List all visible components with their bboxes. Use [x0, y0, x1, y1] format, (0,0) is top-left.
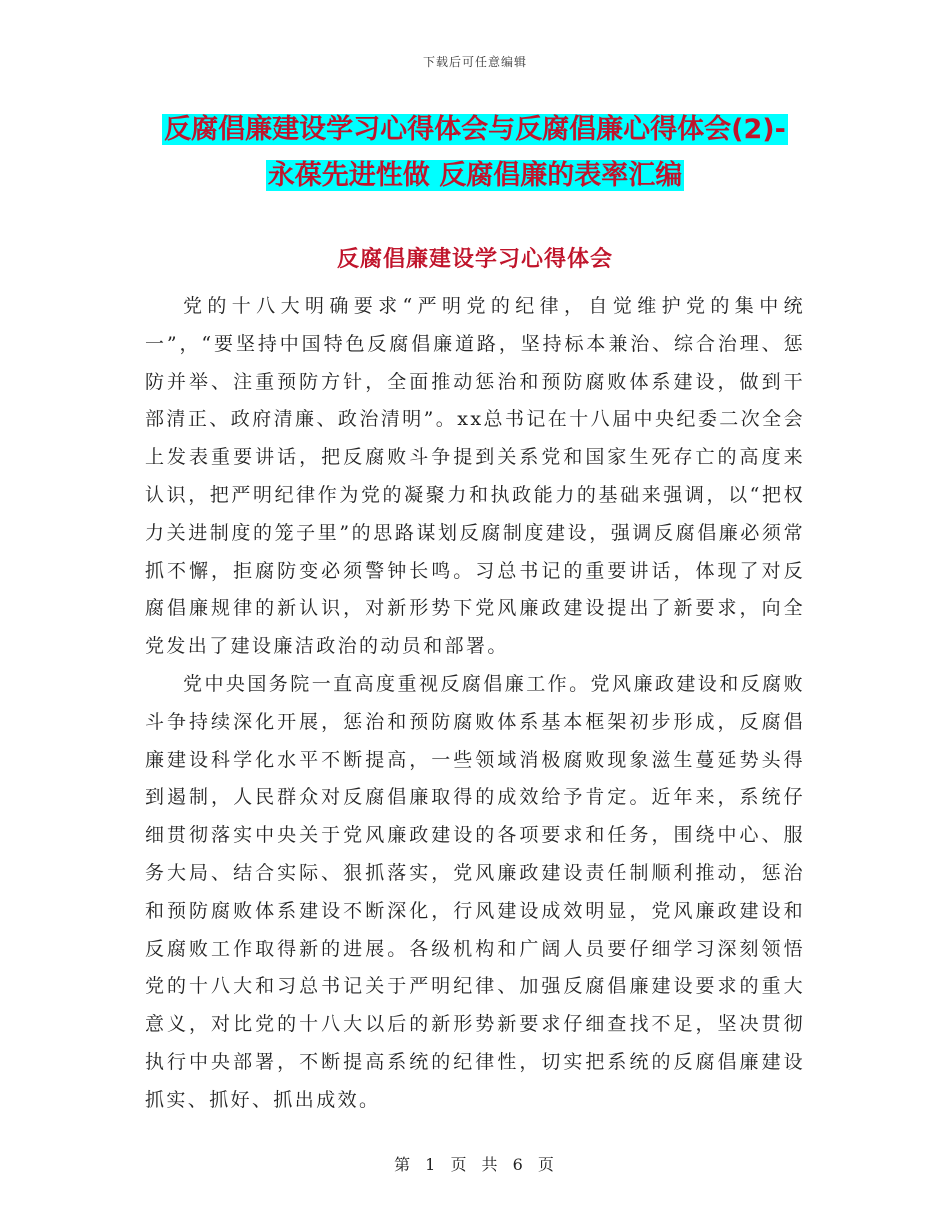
document-title-line-1 [0, 107, 950, 153]
document-title-line-2-text: 永葆先进性做 反腐倡廉的表率汇编 [267, 160, 683, 191]
paragraph-1: 党的十八大明确要求“严明党的纪律，自觉维护党的集中统一”，“要坚持中国特色反腐倡廉道路，坚持标本兼治、综合治理、惩防并举、注重预防方针，全面推动惩治和预防腐败体系建设，做到干部清正、政府清廉、政治清明”。xx总书记在十八届中央纪委二次全会上发表重要讲话，把反腐败斗争提到关系党和国家生死存亡的高度来认识，把严明纪律作为党的凝聚力和执政能力的基础来强调，以“把权力关进制度的笼子里”的思路谋划反腐制度建设，强调反腐倡廉必须常抓不懈，拒腐防变必须警钟长鸣。习总书记的重要讲话，体现了对反腐倡廉规律的新认识，对新形势下党风廉政建设提出了新要求，向全党发出了建设廉洁政治的动员和部署。 [145, 295, 805, 658]
page-footer: 第 1 页 共 6 页 [394, 1155, 556, 1174]
paragraph-2: 党中央国务院一直高度重视反腐倡廉工作。党风廉政建设和反腐败斗争持续深化开展，惩治和预防腐败体系基本框架初步形成，反腐倡廉建设科学化水平不断提高，一些领域消极腐败现象滋生蔓延势头得到遏制，人民群众对反腐倡廉取得的成效给予肯定。近年来，系统仔细贯彻落实中央关于党风廉政建设的各项要求和任务，围绕中心、服务大局、结合实际、狠抓落实，党风廉政建设责任制顺利推动，惩治和预防腐败体系建设不断深化，行风建设成效明显，党风廉政建设和反腐败工作取得新的进展。各级机构和广阔人员要仔细学习深刻领悟党的十八大和习总书记关于严明纪律、加强反腐倡廉建设要求的重大意义，对比党的十八大以后的新形势新要求仔细查找不足，坚决贯彻执行中央部署，不断提高系统的纪律性，切实把系统的反腐倡廉建设抓实、抓好、抓出成效。 [145, 672, 805, 1111]
document-title-line-1-text: 反腐倡廉建设学习心得体会与反腐倡廉心得体会(2)- [164, 114, 786, 145]
section-heading: 反腐倡廉建设学习心得体会 [336, 247, 613, 272]
document-body [145, 288, 805, 1120]
header-note: 下载后可任意编辑 [422, 55, 527, 69]
document-title-line-2 [0, 153, 950, 199]
